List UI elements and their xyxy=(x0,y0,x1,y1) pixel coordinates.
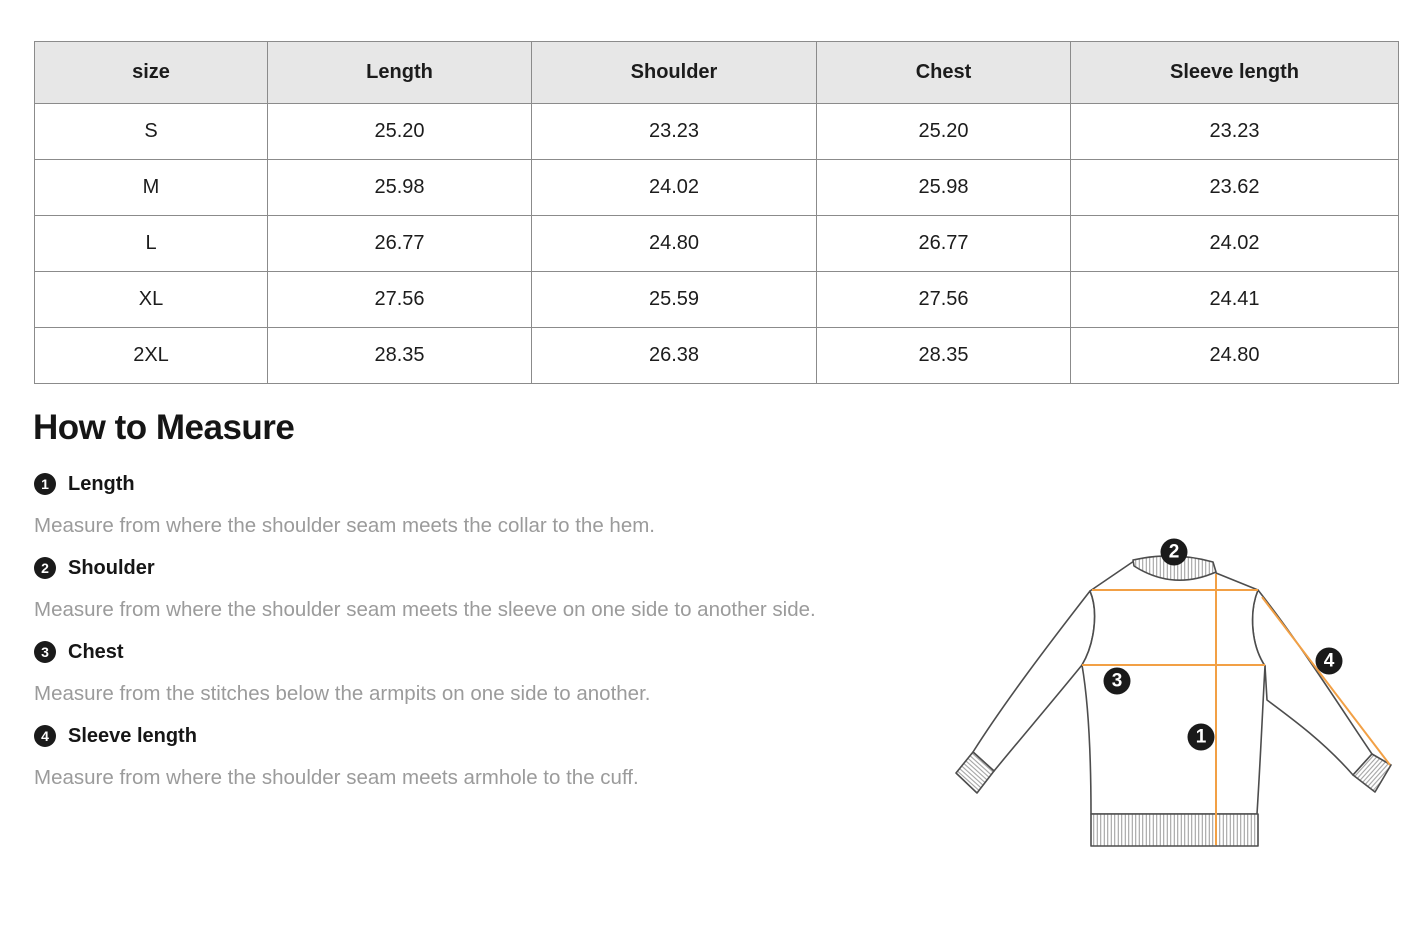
table-cell: 23.62 xyxy=(1071,160,1399,216)
number-2-badge: 2 xyxy=(34,557,56,579)
how-to-measure-list xyxy=(34,470,934,806)
table-cell: 23.23 xyxy=(532,104,817,160)
table-cell: 24.41 xyxy=(1071,272,1399,328)
table-cell: 26.38 xyxy=(532,328,817,384)
table-row xyxy=(35,272,1399,328)
measure-item-description: Measure from where the shoulder seam meets the collar to the hem. xyxy=(34,514,655,537)
table-row xyxy=(35,328,1399,384)
sweater-right-sleeve xyxy=(1253,590,1372,775)
measure-item-description: Measure from the stitches below the armpits on one side to another. xyxy=(34,682,651,705)
table-cell: 25.20 xyxy=(817,104,1071,160)
measure-item-label: Sleeve length xyxy=(68,724,197,747)
table-cell: 24.02 xyxy=(1071,216,1399,272)
table-row xyxy=(35,104,1399,160)
table-cell: L xyxy=(35,216,268,272)
header-shoulder: Shoulder xyxy=(532,42,817,104)
sweater-measurement-diagram xyxy=(950,532,1410,854)
size-chart xyxy=(34,41,1399,384)
diagram-marker-4-number: 4 xyxy=(1323,650,1335,672)
diagram-marker-1-number: 1 xyxy=(1195,726,1207,748)
table-cell: 24.02 xyxy=(532,160,817,216)
table-row xyxy=(35,216,1399,272)
table-cell: 26.77 xyxy=(268,216,532,272)
header-sleeve-length: Sleeve length xyxy=(1071,42,1399,104)
sweater-left-sleeve xyxy=(973,591,1095,771)
table-cell: 2XL xyxy=(35,328,268,384)
measure-item-description: Measure from where the shoulder seam meets armhole to the cuff. xyxy=(34,766,639,789)
header-length: Length xyxy=(268,42,532,104)
measure-item-shoulder xyxy=(34,554,934,582)
measure-item-chest xyxy=(34,638,934,666)
number-3-badge: 3 xyxy=(34,641,56,663)
table-cell: 24.80 xyxy=(532,216,817,272)
measure-item-sleeve-length xyxy=(34,722,934,750)
table-cell: S xyxy=(35,104,268,160)
table-cell: 27.56 xyxy=(817,272,1071,328)
table-cell: 26.77 xyxy=(817,216,1071,272)
table-cell: 24.80 xyxy=(1071,328,1399,384)
table-cell: 27.56 xyxy=(268,272,532,328)
measure-item-label: Shoulder xyxy=(68,556,155,579)
measure-item-length xyxy=(34,470,934,498)
table-cell: 25.20 xyxy=(268,104,532,160)
table-cell: 25.59 xyxy=(532,272,817,328)
sweater-hem-band xyxy=(1091,814,1258,846)
table-cell: 28.35 xyxy=(268,328,532,384)
table-cell: 28.35 xyxy=(817,328,1071,384)
number-4-badge: 4 xyxy=(34,725,56,747)
diagram-marker-2-number: 2 xyxy=(1168,541,1180,563)
table-header-row xyxy=(35,42,1399,104)
how-to-measure-title: How to Measure xyxy=(33,408,295,447)
table-cell: 25.98 xyxy=(268,160,532,216)
measure-item-label: Length xyxy=(68,472,135,495)
measure-item-label: Chest xyxy=(68,640,124,663)
table-cell: XL xyxy=(35,272,268,328)
diagram-marker-3-number: 3 xyxy=(1111,670,1123,692)
table-cell: 25.98 xyxy=(817,160,1071,216)
table-cell: 23.23 xyxy=(1071,104,1399,160)
table-cell: M xyxy=(35,160,268,216)
measure-item-description: Measure from where the shoulder seam meets the sleeve on one side to another side. xyxy=(34,598,816,621)
table-row xyxy=(35,160,1399,216)
size-chart-table xyxy=(34,41,1399,384)
number-1-badge: 1 xyxy=(34,473,56,495)
header-size: size xyxy=(35,42,268,104)
header-chest: Chest xyxy=(817,42,1071,104)
